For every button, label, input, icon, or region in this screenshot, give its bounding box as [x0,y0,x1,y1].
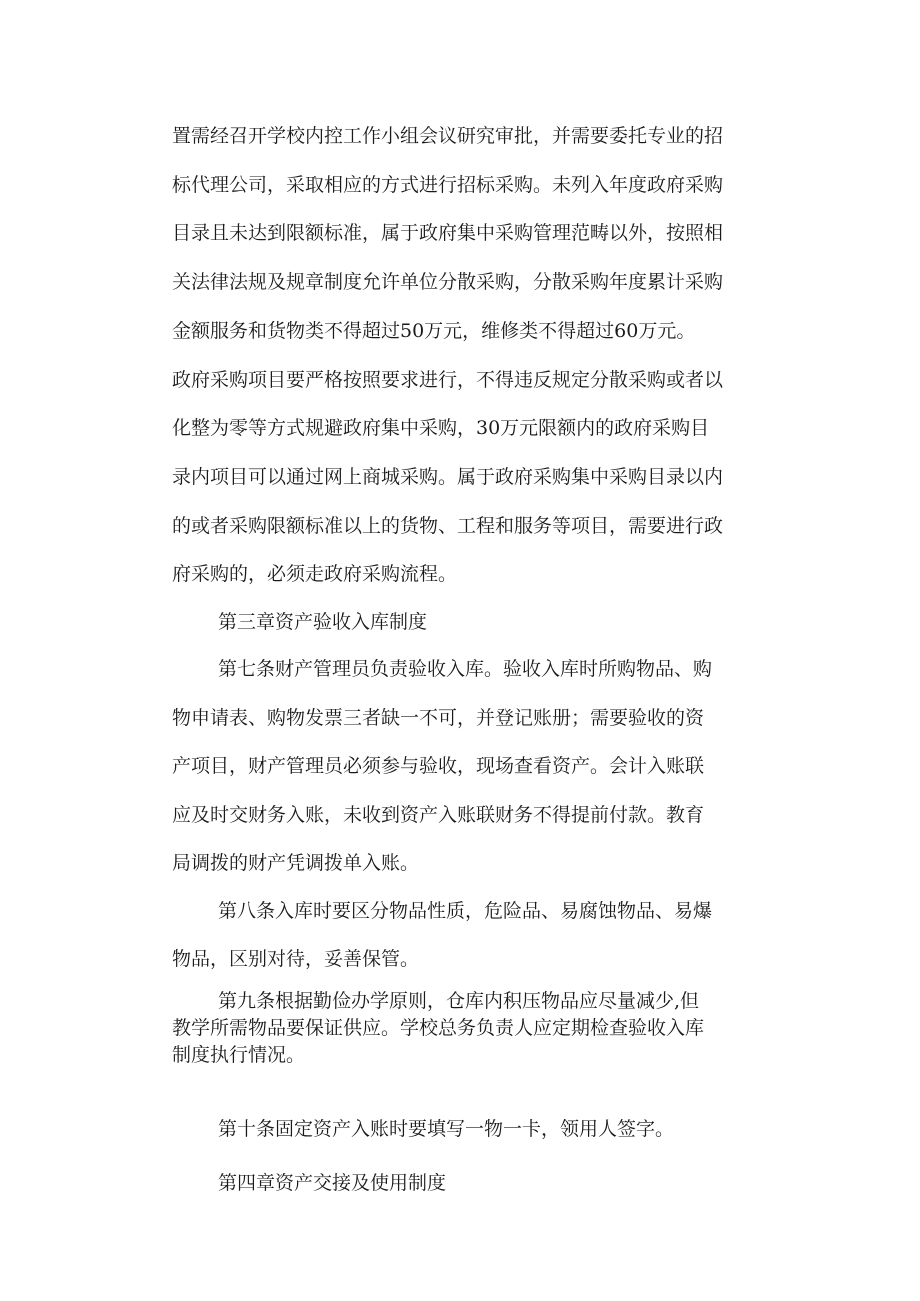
heading-text: 第四章资产交接及使用制度 [218,1172,447,1194]
text-line: 置需经召开学校内控工作小组会议研究审批，并需要委托专业的招 [172,125,724,147]
text-line: 第八条入库时要区分物品性质，危险品、易腐蚀物品、易爆 [218,900,713,922]
text-line: 应及时交财务入账，未收到资产入账联财务不得提前付款。教育 [172,803,705,826]
text-line: 物申请表、购物发票三者缺一不可，并登记账册；需要验收的资 [172,706,705,729]
chapter-heading-4 [172,1168,752,1198]
text-line: 第九条根据勤俭办学原则，仓库内积压物品应尽量减少,但 [218,990,700,1012]
text-line: 府采购的，必须走政府采购流程。 [172,563,458,586]
paragraph-article-9 [172,988,752,1069]
text-line: 教学所需物品要保证供应。学校总务负责人应定期检查验收入库 [172,1017,705,1039]
text-line: 政府采购项目要严格按照要求进行，不得违反规定分散采购或者以 [172,368,724,391]
paragraph-article-7 [172,645,752,888]
text-line: 的或者采购限额标准以上的货物、工程和服务等项目，需要进行政 [172,514,724,537]
text-line: 关法律法规及规章制度允许单位分散采购，分散采购年度累计采购 [172,271,724,294]
text-line: 第七条财产管理员负责验收入库。验收入库时所购物品、购 [218,658,713,680]
heading-text: 第三章资产验收入库制度 [218,611,428,633]
text-line: 制度执行情况。 [172,1044,306,1066]
text-line: 局调拨的财产凭调拨单入账。 [172,852,420,874]
paragraph-article-10 [172,1114,752,1144]
text-line: 第十条固定资产入账时要填写一物一卡，领用人签字。 [218,1118,675,1140]
text-line: 目录且未达到限额标准，属于政府集中采购管理范畴以外，按照相 [172,222,724,245]
text-line: 化整为零等方式规避政府集中采购，30万元限额内的政府采购目 [172,417,710,440]
text-line: 物品，区别对待，妥善保管。 [172,948,420,970]
paragraph-article-8 [172,887,752,983]
text-line: 产项目，财产管理员必须参与验收，现场查看资产。会计入账联 [172,755,705,777]
chapter-heading-3 [172,598,752,646]
paragraph-procurement-rules [172,112,752,599]
text-line: 录内项目可以通过网上商城采购。属于政府采购集中采购目录以内 [172,465,724,488]
text-line: 金额服务和货物类不得超过50万元，维修类不得超过60万元。 [172,319,696,342]
text-line: 标代理公司，采取相应的方式进行招标采购。未列入年度政府采购 [172,173,724,196]
